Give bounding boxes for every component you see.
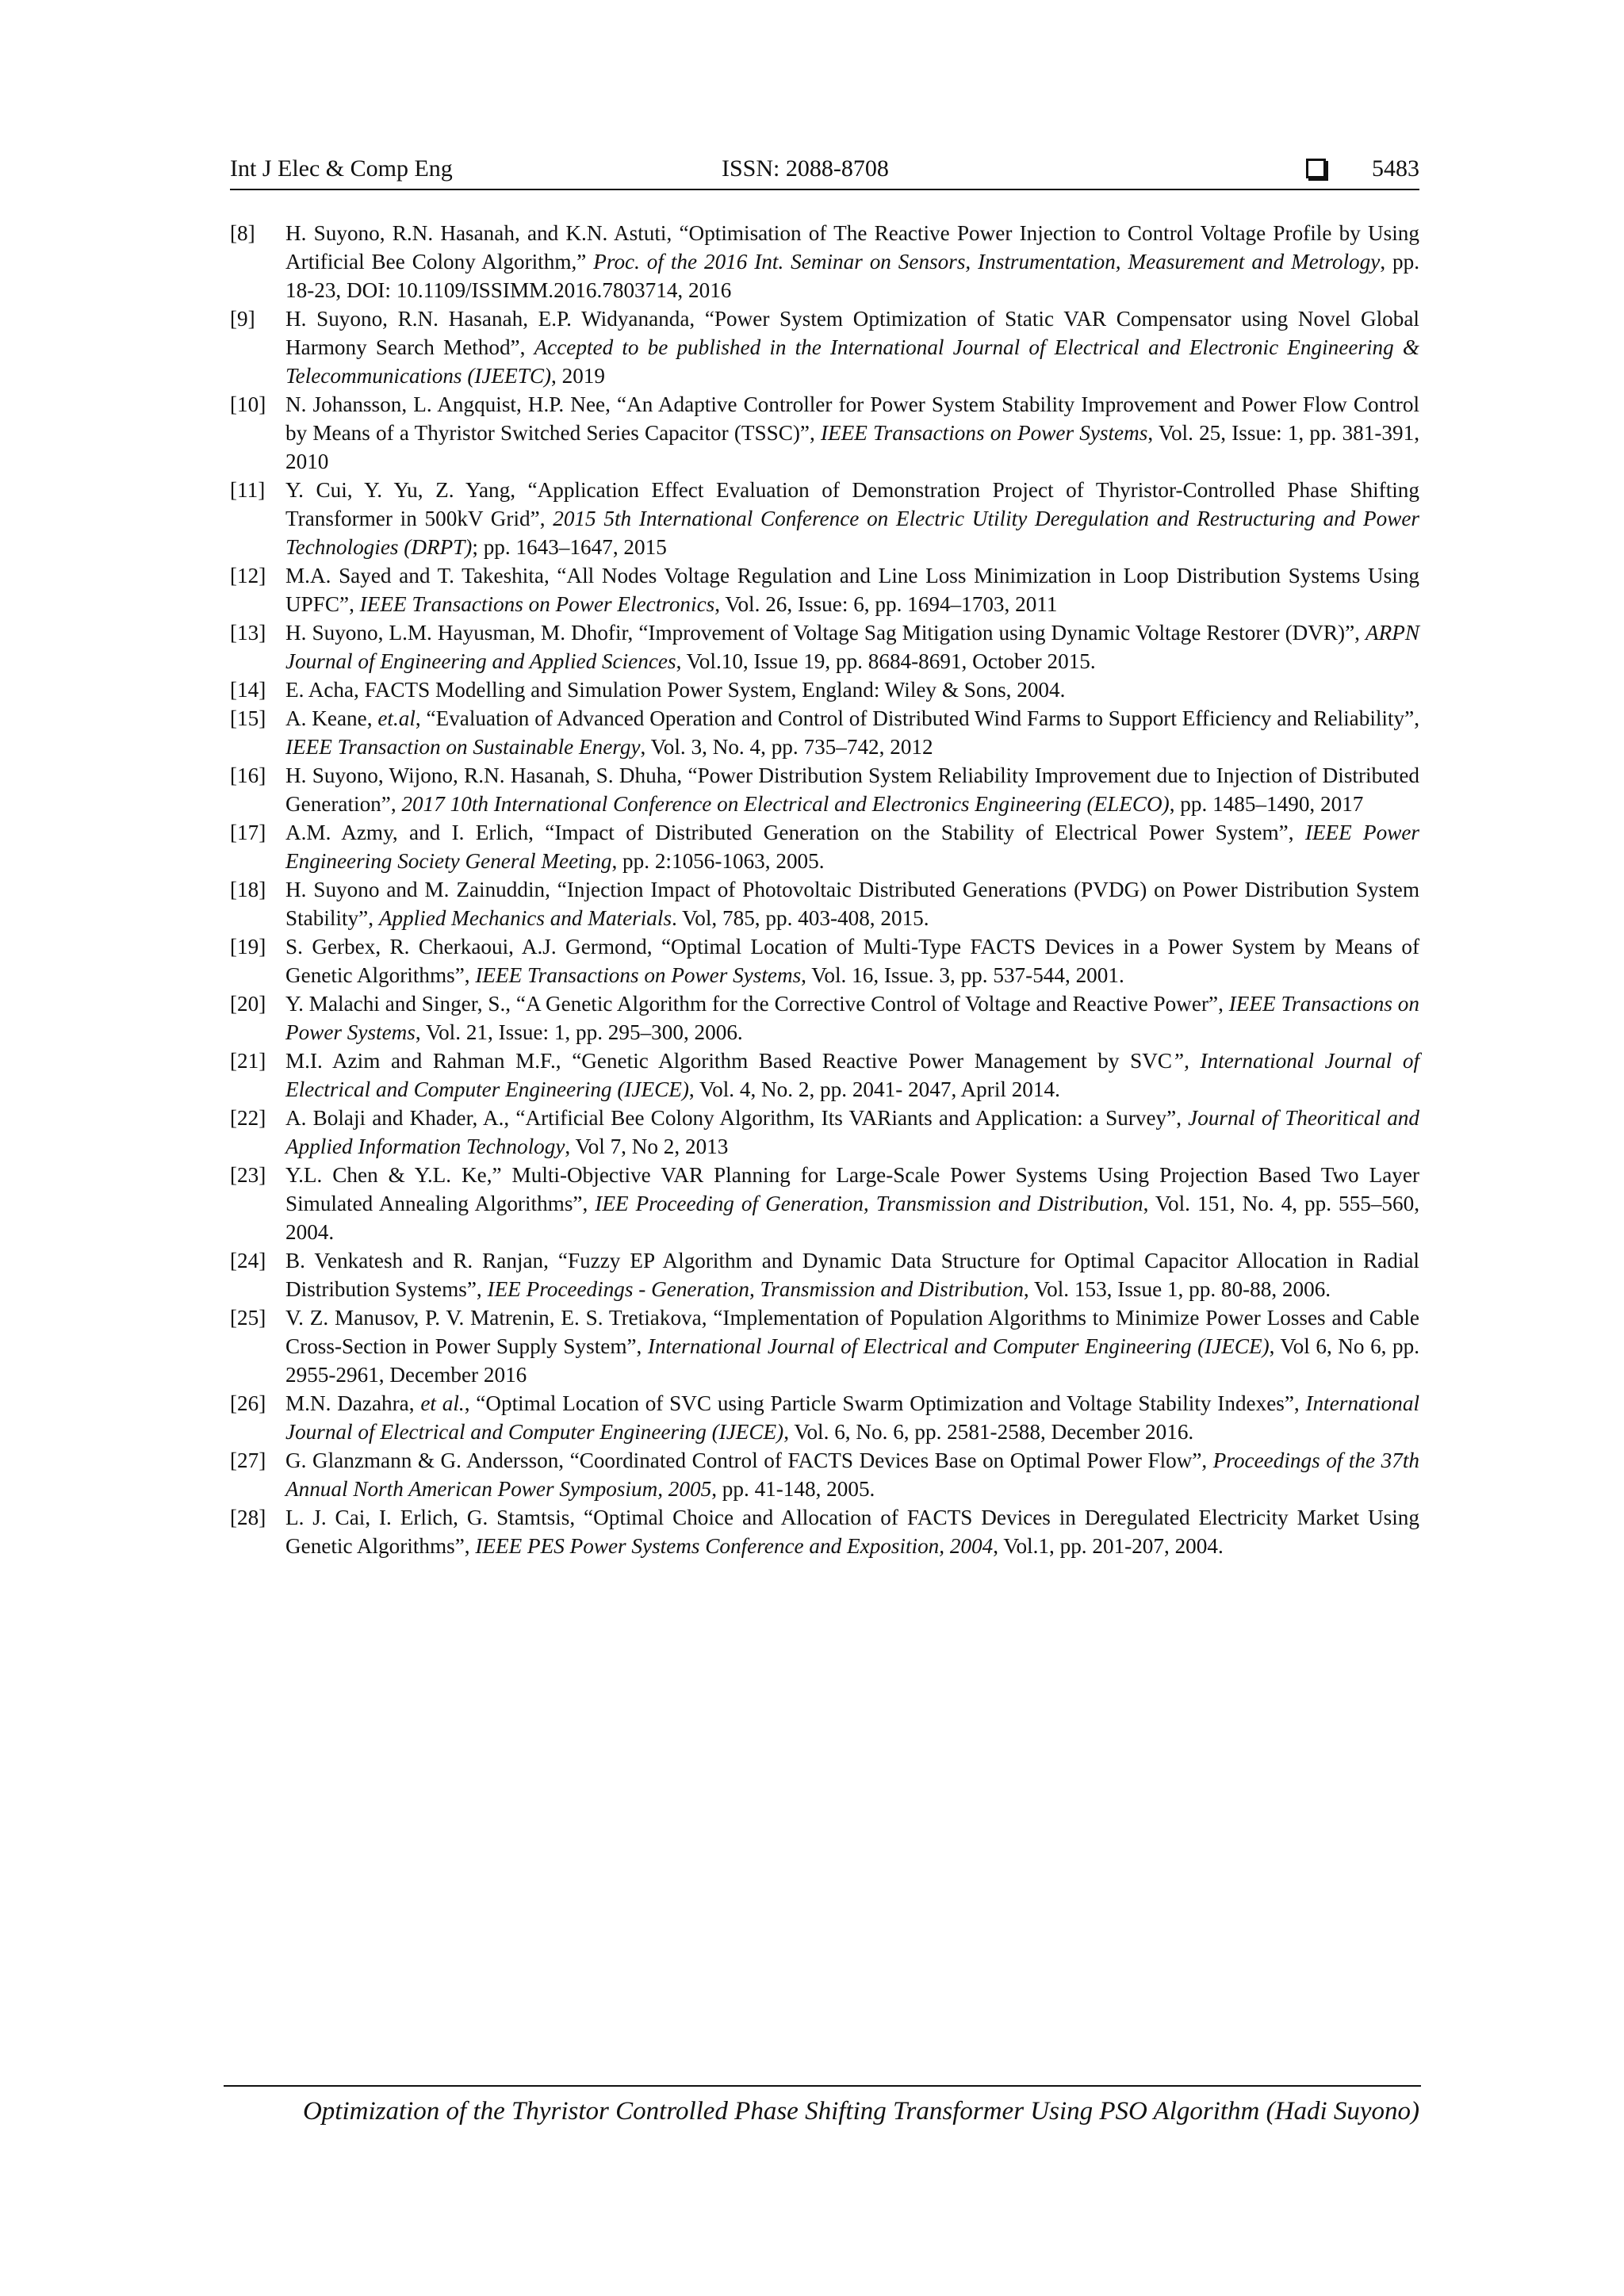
running-header bbox=[230, 151, 1419, 187]
reference-venue: IEEE Transactions on Power Systems bbox=[285, 992, 1419, 1044]
reference-number: [21] bbox=[230, 1049, 266, 1073]
reference-authors-title: H. Suyono and M. Zainuddin, “Injection Impact of Photovoltaic Distributed Generations (PVDG) on Power Distribution System Stability”, bbox=[285, 878, 1419, 930]
reference-item bbox=[230, 561, 1419, 618]
reference-venue: IEEE Transactions on Power Systems bbox=[475, 963, 802, 987]
reference-number: [23] bbox=[230, 1163, 266, 1187]
reference-venue: 2015 5th International Conference on Electric Utility Deregulation and Restructuring and Power Technologies (DRPT) bbox=[285, 507, 1419, 559]
reference-venue: IEEE Transactions on Power Electronics bbox=[359, 592, 715, 616]
reference-venue: IEEE Transactions on Power Systems bbox=[820, 421, 1148, 445]
reference-number: [19] bbox=[230, 935, 266, 959]
page-number: 5483 bbox=[1372, 155, 1419, 182]
reference-item bbox=[230, 1303, 1419, 1389]
reference-item bbox=[230, 818, 1419, 875]
reference-item bbox=[230, 304, 1419, 390]
reference-number: [12] bbox=[230, 564, 266, 587]
reference-details: , Vol. 151, No. 4, pp. 555–560, 2004. bbox=[285, 1192, 1419, 1244]
reference-authors-title: M.A. Sayed and T. Takeshita, “All Nodes Voltage Regulation and Line Loss Minimization in Loop Distribution Systems Using UPFC”, bbox=[285, 564, 1419, 616]
reference-authors-title: A.M. Azmy, and I. Erlich, “Impact of Distributed Generation on the Stability of Electrical Power System”, bbox=[285, 821, 1305, 844]
reference-number: [18] bbox=[230, 878, 266, 901]
reference-venue: 2017 10th International Conference on Electrical and Electronics Engineering (ELECO) bbox=[401, 792, 1170, 816]
reference-item bbox=[230, 476, 1419, 561]
reference-number: [25] bbox=[230, 1306, 266, 1330]
reference-venue: IEE Proceeding of Generation, Transmission and Distribution bbox=[595, 1192, 1143, 1215]
reference-number: [13] bbox=[230, 621, 266, 645]
reference-number: [9] bbox=[230, 307, 255, 331]
reference-authors-title: M.N. Dazahra, bbox=[285, 1391, 421, 1415]
reference-authors-title: M.I. Azim and Rahman M.F., “Genetic Algorithm Based Reactive Power Management by SVC bbox=[285, 1049, 1172, 1073]
reference-details: , Vol. 16, Issue. 3, pp. 537-544, 2001. bbox=[801, 963, 1124, 987]
reference-details: , Vol. 26, Issue: 6, pp. 1694–1703, 2011 bbox=[714, 592, 1058, 616]
reference-authors-title: E. Acha, FACTS Modelling and Simulation Power System, England: Wiley & Sons, 2004. bbox=[285, 678, 1066, 702]
reference-item bbox=[230, 932, 1419, 989]
reference-authors-title: H. Suyono, L.M. Hayusman, M. Dhofir, “Improvement of Voltage Sag Mitigation using Dynamic Voltage Restorer (DVR)”, bbox=[285, 621, 1366, 645]
reference-details: , Vol. 21, Issue: 1, pp. 295–300, 2006. bbox=[415, 1020, 743, 1044]
reference-venue: ARPN Journal of Engineering and Applied Sciences bbox=[285, 621, 1419, 673]
journal-name: Int J Elec & Comp Eng bbox=[230, 155, 453, 182]
reference-authors-title: G. Glanzmann & G. Andersson, “Coordinated Control of FACTS Devices Base on Optimal Power Flow”, bbox=[285, 1448, 1213, 1472]
reference-details: , Vol.1, pp. 201-207, 2004. bbox=[993, 1534, 1224, 1558]
reference-item bbox=[230, 704, 1419, 761]
reference-authors-title: B. Venkatesh and R. Ranjan, “Fuzzy EP Algorithm and Dynamic Data Structure for Optimal Capacitor Allocation in Radial Distribution Systems”, bbox=[285, 1249, 1419, 1301]
reference-venue: Journal of Theoritical and Applied Information Technology bbox=[285, 1106, 1419, 1158]
page-number-group bbox=[1306, 151, 1419, 187]
reference-number: [27] bbox=[230, 1448, 266, 1472]
reference-item bbox=[230, 761, 1419, 818]
reference-item bbox=[230, 219, 1419, 304]
reference-details: , pp. 2:1056-1063, 2005. bbox=[611, 849, 825, 873]
reference-details: , Vol 6, No 6, pp. 2955-2961, December 2016 bbox=[285, 1334, 1420, 1387]
reference-details: ; pp. 1643–1647, 2015 bbox=[472, 535, 667, 559]
reference-number: [28] bbox=[230, 1506, 266, 1529]
reference-number: [20] bbox=[230, 992, 266, 1016]
reference-list bbox=[230, 219, 1419, 1560]
reference-authors-title: L. J. Cai, I. Erlich, G. Stamtsis, “Optimal Choice and Allocation of FACTS Devices in Deregulated Electricity Market Using Genetic Algorithms”, bbox=[285, 1506, 1419, 1558]
reference-details: , pp. 1485–1490, 2017 bbox=[1169, 792, 1364, 816]
reference-details: , Vol. 25, Issue: 1, pp. 381-391, 2010 bbox=[285, 421, 1419, 473]
reference-details: , pp. 18-23, DOI: 10.1109/ISSIMM.2016.7803714, 2016 bbox=[285, 250, 1420, 302]
reference-authors-title: H. Suyono, Wijono, R.N. Hasanah, S. Dhuha, “Power Distribution System Reliability Improvement due to Injection of Distributed Generation”, bbox=[285, 763, 1419, 816]
reference-authors-title: Y. Malachi and Singer, S., “A Genetic Algorithm for the Corrective Control of Voltage and Reactive Power”, bbox=[285, 992, 1229, 1016]
reference-item bbox=[230, 1161, 1419, 1246]
reference-authors-title: A. Keane, bbox=[285, 706, 378, 730]
reference-number: [14] bbox=[230, 678, 266, 702]
reference-number: [11] bbox=[230, 478, 266, 502]
reference-item bbox=[230, 675, 1419, 704]
square-box-icon bbox=[1306, 159, 1326, 178]
reference-venue: Proc. of the 2016 Int. Seminar on Sensors, Instrumentation, Measurement and Metrology bbox=[593, 250, 1381, 274]
reference-venue: IEEE Transaction on Sustainable Energy bbox=[285, 735, 641, 759]
reference-details: , Vol. 3, No. 4, pp. 735–742, 2012 bbox=[640, 735, 933, 759]
reference-details: , pp. 41-148, 2005. bbox=[711, 1477, 875, 1501]
reference-details: , Vol. 153, Issue 1, pp. 80-88, 2006. bbox=[1023, 1277, 1331, 1301]
reference-etal: et al. bbox=[420, 1391, 465, 1415]
reference-number: [15] bbox=[230, 706, 266, 730]
reference-details: , Vol.10, Issue 19, pp. 8684-8691, October 2015. bbox=[676, 649, 1096, 673]
reference-venue: IEEE PES Power Systems Conference and Exposition, 2004 bbox=[475, 1534, 994, 1558]
reference-number: [24] bbox=[230, 1249, 266, 1272]
reference-authors-title: S. Gerbex, R. Cherkaoui, A.J. Germond, “Optimal Location of Multi-Type FACTS Devices in a Power System by Means of Genetic Algorithms”, bbox=[285, 935, 1419, 987]
reference-details: , Vol 7, No 2, 2013 bbox=[565, 1135, 729, 1158]
reference-title: , “Evaluation of Advanced Operation and Control of Distributed Wind Farms to Support Efficiency and Reliability”, bbox=[415, 706, 1419, 730]
reference-venue: Accepted to be published in the International Journal of Electrical and Electronic Engineering & Telecommunications (IJEETC) bbox=[285, 335, 1420, 388]
reference-number: [16] bbox=[230, 763, 266, 787]
footer-rule bbox=[224, 2085, 1421, 2087]
reference-item bbox=[230, 1047, 1419, 1104]
reference-item bbox=[230, 1246, 1419, 1303]
reference-authors-title: Y. Cui, Y. Yu, Z. Yang, “Application Effect Evaluation of Demonstration Project of Thyristor-Controlled Phase Shifting Transformer in 500kV Grid”, bbox=[285, 478, 1419, 530]
reference-venue: IEE Proceedings - Generation, Transmission and Distribution bbox=[487, 1277, 1024, 1301]
reference-venue: International Journal of Electrical and Computer Engineering (IJECE) bbox=[285, 1391, 1419, 1444]
reference-number: [8] bbox=[230, 221, 255, 245]
reference-authors-title: Y.L. Chen & Y.L. Ke,” Multi-Objective VAR Planning for Large-Scale Power Systems Using Projection Based Two Layer Simulated Annealing Algorithms”, bbox=[285, 1163, 1419, 1215]
reference-item bbox=[230, 1446, 1419, 1503]
reference-venue: Proceedings of the 37th Annual North American Power Symposium, 2005 bbox=[285, 1448, 1419, 1501]
issn: ISSN: 2088-8708 bbox=[722, 155, 889, 182]
reference-item bbox=[230, 875, 1419, 932]
reference-item bbox=[230, 618, 1419, 675]
reference-authors-title: N. Johansson, L. Angquist, H.P. Nee, “An Adaptive Controller for Power System Stability Improvement and Power Flow Control by Means of a Thyristor Switched Series Capacitor (TSSC)”, bbox=[285, 392, 1419, 445]
reference-venue: ”, International Journal of Electrical and Computer Engineering (IJECE) bbox=[285, 1049, 1419, 1101]
reference-venue: Applied Mechanics and Materials bbox=[378, 906, 672, 930]
reference-item bbox=[230, 390, 1419, 476]
reference-number: [17] bbox=[230, 821, 266, 844]
reference-number: [22] bbox=[230, 1106, 266, 1130]
reference-venue: International Journal of Electrical and Computer Engineering (IJECE) bbox=[647, 1334, 1270, 1358]
reference-details: , 2019 bbox=[551, 364, 605, 388]
reference-item bbox=[230, 1104, 1419, 1161]
reference-number: [10] bbox=[230, 392, 266, 416]
reference-title: , “Optimal Location of SVC using Particle Swarm Optimization and Voltage Stability Indexes”, bbox=[464, 1391, 1306, 1415]
reference-venue: IEEE Power Engineering Society General Meeting bbox=[285, 821, 1420, 873]
reference-item bbox=[230, 1503, 1419, 1560]
reference-authors-title: A. Bolaji and Khader, A., “Artificial Bee Colony Algorithm, Its VARiants and Application: a Survey”, bbox=[285, 1106, 1189, 1130]
reference-authors-title: H. Suyono, R.N. Hasanah, E.P. Widyananda, “Power System Optimization of Static VAR Compensator using Novel Global Harmony Search Method”, bbox=[285, 307, 1419, 359]
header-rule bbox=[230, 189, 1419, 190]
reference-details: , Vol. 6, No. 6, pp. 2581-2588, December 2016. bbox=[783, 1420, 1194, 1444]
reference-details: . Vol, 785, pp. 403-408, 2015. bbox=[672, 906, 929, 930]
reference-number: [26] bbox=[230, 1391, 266, 1415]
reference-details: , Vol. 4, No. 2, pp. 2041- 2047, April 2014. bbox=[688, 1077, 1060, 1101]
reference-etal: et.al bbox=[377, 706, 416, 730]
reference-authors-title: H. Suyono, R.N. Hasanah, and K.N. Astuti, “Optimisation of The Reactive Power Injection to Control Voltage Profile by Using Artificial Bee Colony Algorithm,” bbox=[285, 221, 1419, 274]
reference-authors-title: V. Z. Manusov, P. V. Matrenin, E. S. Tretiakova, “Implementation of Population Algorithms to Minimize Power Losses and Cable Cross-Section in Power Supply System”, bbox=[285, 1306, 1419, 1358]
running-footer: Optimization of the Thyristor Controlled Phase Shifting Transformer Using PSO Algorithm (Hadi Suyono) bbox=[302, 2097, 1419, 2126]
reference-item bbox=[230, 989, 1419, 1047]
reference-item bbox=[230, 1389, 1419, 1446]
